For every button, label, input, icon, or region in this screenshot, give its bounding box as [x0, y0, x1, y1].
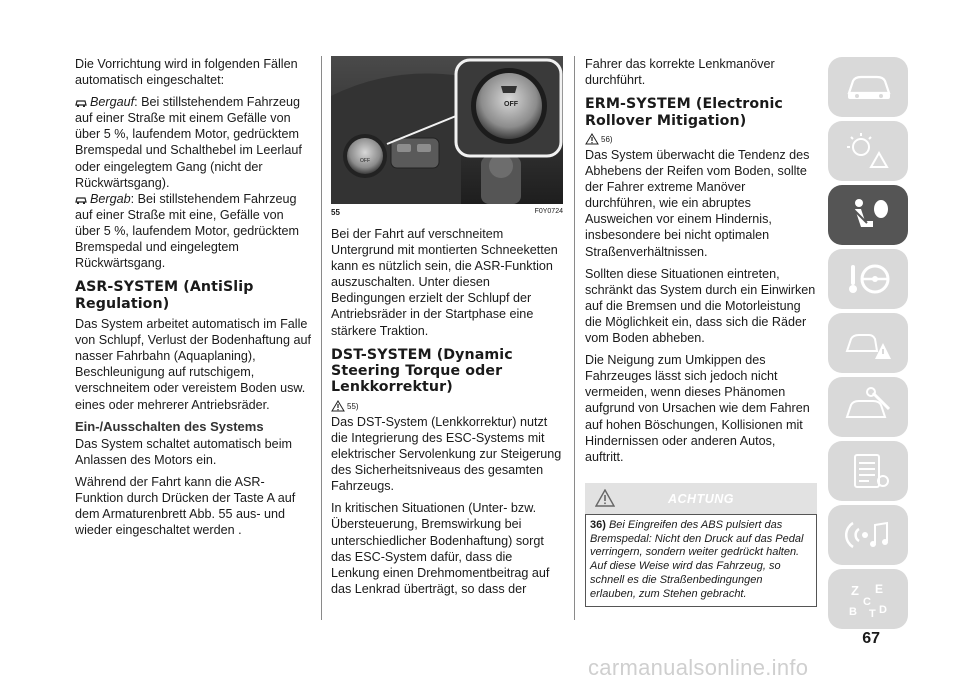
- column-divider: [574, 56, 575, 620]
- car-icon: [75, 195, 87, 205]
- column-divider: [321, 56, 322, 620]
- tab-car-dashboard[interactable]: [828, 57, 908, 117]
- chains-paragraph: Bei der Fahrt auf verschneitem Untergrund mit montierten Schneeketten kann es nützlich sein, die ASR-Funktion auszuschalten. Unter diesen Bedingungen erzielt der Schlupf der Antriebsräder in der Startphase eine stärkere Traktion.: [331, 227, 558, 338]
- column-right: [585, 56, 817, 607]
- warning-text: Bei Eingreifen des ABS pulsiert das Bremspedal: Nicht den Druck auf das Pedal verringern, sondern weiter gedrückt halten. Auf diese Weise wird das Fahrzeug, so schnell es die Straßenbedingungen erlauben, zum Stehen gebracht.: [590, 518, 804, 600]
- warning-triangle-icon: [585, 133, 599, 145]
- steering-key-icon: [843, 259, 893, 299]
- airbag-seat-icon: [843, 195, 893, 235]
- erm-heading: ERM-SYSTEM (Electronic Rollover Mitigation): [585, 96, 783, 129]
- warning-box: [585, 483, 817, 607]
- dst-warning-ref: [331, 400, 563, 412]
- specifications-icon: [843, 451, 893, 491]
- figure-number: 55: [331, 208, 340, 217]
- watermark: carmanualsonline.info: [588, 655, 809, 680]
- maintenance-icon: [843, 387, 893, 427]
- svg-text:Z: Z: [851, 583, 859, 598]
- svg-text:C: C: [863, 596, 871, 608]
- column-middle: [331, 56, 563, 603]
- bullet-uphill-term: Bergauf: [90, 95, 135, 110]
- svg-text:B: B: [849, 606, 857, 618]
- dst-ref-number: 55): [347, 401, 359, 411]
- erm-paragraph-1: Das System überwacht die Tendenz des Abhebens der Reifen vom Boden, sollte der Fahrer extreme Manöver durchführen, wie ein abruptes Ausweichen vor einem Hindernis, insbesondere bei nicht optimalen Straßenverhältnissen.: [585, 148, 810, 259]
- onoff-heading: Ein-/Ausschalten des Systems: [75, 418, 264, 434]
- svg-text:T: T: [869, 608, 876, 619]
- figure-dashboard-photo: [331, 56, 563, 204]
- warning-number: 36): [590, 518, 606, 531]
- page-number: 67: [862, 630, 880, 647]
- asr-heading: ASR-SYSTEM (AntiSlip Regulation): [75, 279, 254, 312]
- emergency-triangle-icon: [843, 323, 893, 363]
- warning-box-header: [585, 483, 817, 514]
- tab-maintenance[interactable]: [828, 377, 908, 437]
- bullet-downhill: [75, 191, 312, 271]
- svg-text:E: E: [875, 582, 884, 596]
- bullet-uphill-text: : Bei stillstehendem Fahrzeug auf einer Straße mit einem Gefälle von über 5 %, laufendem Motor, gedrücktem Bremspedal und Schalthebel im Leerlauf oder eingelegtem Gang (nicht der Rückwärtsgang).: [75, 95, 302, 190]
- dst-heading: DST-SYSTEM (Dynamic Steering Torque oder Lenkkorrektur): [331, 346, 513, 396]
- small-off-label: OFF: [360, 158, 370, 164]
- large-off-label: OFF: [504, 101, 518, 108]
- erm-paragraph-3: Die Neigung zum Umkippen des Fahrzeuges lässt sich jedoch nicht vermeiden, wenn dieses Phänomen aufgrund von Ursachen wie dem Fahren auf hohen Böschungen, Kollisionen mit Hindernissen oder anderen Autos, auftritt.: [585, 353, 810, 464]
- dst-paragraph-1: Das DST-System (Lenkkorrektur) nutzt die Integrierung des ESC-Systems mit elektrischer Servolenkung zur Steigerung des Sicherheitsniveaus des gesamten Fahrzeugs.: [331, 414, 562, 494]
- chapter-tabs: [828, 57, 908, 633]
- figure-caption: [331, 208, 563, 217]
- tab-emergency[interactable]: [828, 313, 908, 373]
- svg-text:D: D: [879, 604, 887, 616]
- car-icon: [75, 98, 87, 108]
- continuation-paragraph: Fahrer das korrekte Lenkmanöver durchführt.: [585, 57, 775, 88]
- bullet-downhill-term: Bergab: [90, 191, 131, 206]
- onoff-paragraph-2: Während der Fahrt kann die ASR-Funktion durch Drücken der Taste A auf dem Armaturenbrett Abb. 55 aus- und wieder eingeschaltet werden .: [75, 474, 296, 538]
- erm-ref-number: 56): [601, 135, 613, 144]
- dst-paragraph-2: In kritischen Situationen (Unter- bzw. Übersteuerung, Bremswirkung bei unterschiedlicher Bodenhaftung) sorgt das ESC-System dafür, dass die Lenkung einen Drehmomentbeitrag auf das Lenkrad überträgt, so dass der: [331, 501, 550, 596]
- tab-specifications[interactable]: [828, 441, 908, 501]
- warning-triangle-icon: [331, 400, 345, 412]
- erm-paragraph-2: Sollten diese Situationen eintreten, schränkt das System durch ein Einwirken auf die Bremsen und die Motorleistung die Möglichkeit ein, dass sich die Räder vom Boden abheben.: [585, 266, 816, 346]
- figure-code: F0Y0724: [534, 208, 563, 215]
- dashboard-illustration: [331, 56, 563, 204]
- tab-starting-driving[interactable]: [828, 249, 908, 309]
- tab-index[interactable]: [828, 569, 908, 629]
- tab-safety[interactable]: [828, 185, 908, 245]
- warning-box-title: ACHTUNG: [668, 491, 734, 506]
- car-dashboard-icon: [843, 69, 893, 105]
- bullet-downhill-text: : Bei stillstehendem Fahrzeug auf einer Straße mit eine, Gefälle von über 5 %, laufendem Motor, gedrücktem Bremspedal und eingelegtem Rückwärtsgang.: [75, 191, 300, 271]
- multimedia-icon: [843, 515, 893, 555]
- column-left: [75, 56, 312, 544]
- erm-warning-ref: [585, 133, 817, 145]
- warning-box-body: [585, 514, 817, 607]
- asr-paragraph: Das System arbeitet automatisch im Falle von Schlupf, Verlust der Bodenhaftung auf nasser Fahrbahn (Aquaplaning), Beschleunigung auf rutschigem, verschneitem oder vereistem Boden usw. eines oder mehrerer Antriebsräder.: [75, 317, 311, 412]
- tab-warning-lights[interactable]: [828, 121, 908, 181]
- warning-lights-icon: [843, 131, 893, 171]
- onoff-paragraph-1: Das System schaltet automatisch beim Anlassen des Motors ein.: [75, 436, 292, 467]
- bullet-uphill: [75, 94, 312, 191]
- intro-paragraph: Die Vorrichtung wird in folgenden Fällen automatisch eingeschaltet:: [75, 57, 298, 88]
- alphabetical-index-icon: [843, 579, 893, 619]
- tab-multimedia[interactable]: [828, 505, 908, 565]
